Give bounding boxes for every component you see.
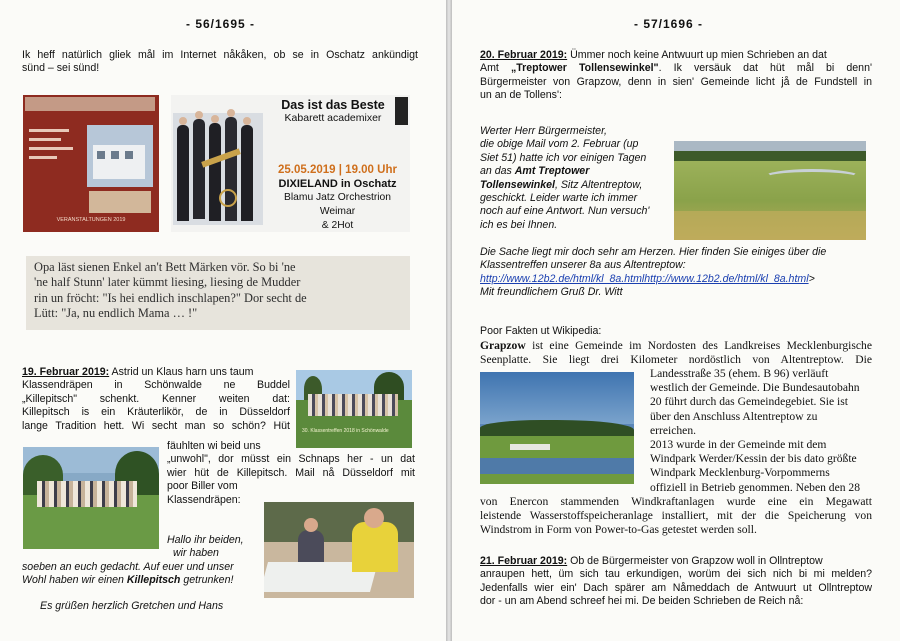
wiki-text-cont: von Enercon stammenden Windkraftanlagen wurde eine ein Megawatt leistende Wasserstoffspeicheranlage installiert, mit der die Speicherung von Windstrom in Form von Power-to-Gas getestet werden soll. — [480, 495, 872, 537]
tollense-valley-photo — [674, 141, 866, 240]
greeting-start: Hallo ihr beiden, wir haben — [167, 534, 244, 560]
restaurant-photo — [264, 502, 414, 598]
joke-quote-box: Opa läst sienen Enkel an't Bett Märken vör. So bi 'ne 'ne half Stunn' later kümmt liesing, liesing de Mudder rin un fröcht: "Is hei endlich inschlapen?" Dor secht de Lütt: "Ja, nu endlich Mama … !" — [26, 256, 410, 330]
wiki-text: Grapzow ist eine Gemeinde im Nordosten des Landkreises Mecklenburgische Seenplatte. Sie liegt drei Kilometer nordöstlich von Altentreptow. Die — [480, 339, 872, 367]
flyer-title: Das ist das Beste — [281, 98, 385, 112]
flyer-date: 25.05.2019 | 19.00 Uhr — [278, 164, 397, 176]
entry-19-feb-cont: fäuhlten wi beid uns „unwohl", dor müsst ein Schnaps her - un dat wier hüt de Killepitsch. Mail nå Düsseldorf mit poor Biller vom Klassendräpen: — [167, 440, 415, 506]
flyer-title2: Kabarett academixer — [284, 112, 382, 124]
wiki-term: Grapzow — [480, 339, 526, 352]
entry-date: 20. Februar 2019: — [480, 49, 568, 61]
brochure-cover-photo — [23, 95, 159, 232]
class-reunion-photo — [296, 370, 412, 448]
flyer-performers: Blamu Jatz Orchestrion Weimar — [283, 192, 391, 217]
garden-group-photo — [23, 447, 159, 549]
photo-caption: 30. Klassentreffen 2018 in Schönwalde — [302, 428, 389, 434]
river-landscape-photo — [480, 372, 634, 484]
class-reunion-link[interactable]: http://www.12b2.de/html/kl_8a.htmlhttp://www.12b2.de/html/kl_8a.html — [480, 272, 809, 285]
flyer-performers2: & 2Hot — [321, 220, 354, 231]
wiki-intro: Poor Fakten ut Wikipedia: — [480, 325, 602, 337]
letter-to-mayor: Werter Herr Bürgermeister, die obige Mail vom 2. Februar (up Siet 51) hatte ich vor einigen Tagen an das Amt Treptower Tollensewinkel, Sitz Altentreptow, geschickt. Leider warte ich immer noch auf eine Antwort. Nun versuch' ich es bei Ihnen. — [480, 125, 650, 231]
page-number: - 56/1695 - — [186, 17, 256, 31]
brochure-subtitle: VERANSTALTUNGEN 2019 — [56, 217, 126, 223]
wiki-text-indent: Landesstraße 35 (ehem. B 96) verläuft westlich der Gemeinde. Die Bundesautobahn 20 führt durch das Gemeindegebiet. Sie ist über den Anschluss Altentreptow zu erreichen. 2013 wurde in der Gemeinde mit dem Windpark Werder/Kessin der bis dato größte Windpark Mecklenburg-Vorpommerns offiziell in Betrieb genommen. Neben den 28 — [650, 367, 861, 494]
left-page — [0, 0, 446, 641]
greeting-text: soeben an euch gedacht. Auf euer und unser Wohl haben wir einen Killepitsch getrunken! — [22, 561, 234, 587]
entry-20-feb: 20. Februar 2019: Ümmer noch keine Antwuurt up mien Schrieben an dat Amt „Treptower Tollensewinkel". Ik versäuk dat hüt mål bi denn' Bürgermeister von Grapzow, denn in sien' Gemeinde licht jå de Fundstell in un an de Tollens': — [480, 49, 872, 102]
right-page — [452, 0, 900, 641]
letter-to-mayor-cont: Die Sache liegt mir doch sehr am Herzen. Hier finden Sie einiges über die Klassentreffen unserer 8a aus Altentreptow: http://www.12b2.de/html/kl_8a.htmlhttp://www.12b2.de/html/kl_8a.html> Mit freundlichem Gruß Dr. Witt — [480, 246, 827, 299]
entry-date: 19. Februar 2019: — [22, 366, 110, 378]
greeting-signature: Es grüßen herzlich Gretchen und Hans — [40, 600, 224, 612]
flyer-event: DIXIELAND in Oschatz — [278, 178, 397, 190]
entry-21-feb: 21. Februar 2019: Ob de Bürgermeister von Grapzow woll in Ollntreptow anraupen hett, üm sich tau erkundigen, worüm dei sich nich bi mi melden? Jedenfalls wier ein' Dach spärer am Nåmeddach de Antwuurt ut Ollntreptow dor - un am Abend schreef hei mi. De beiden Schrieben de Reich nå: — [480, 555, 872, 608]
page-number: - 57/1696 - — [634, 17, 704, 31]
entry-19-feb: 19. Februar 2019: Astrid un Klaus harn uns taum Klassendräpen in Schönwalde ne Buddel „Killepitsch" schenkt. Kenner weiten dat: Killepitsch is ein Kräuterlikör, de in Düsseldorf lange Tradition hett. Wi secht man so schön? Hüt — [22, 366, 290, 432]
intro-text: Ik heff natürlich gliek mål im Internet nåkåken, ob se in Oschatz ankündigt sünd – sei sünd! — [22, 49, 418, 75]
event-flyer — [171, 95, 410, 232]
entry-date: 21. Februar 2019: — [480, 555, 568, 567]
